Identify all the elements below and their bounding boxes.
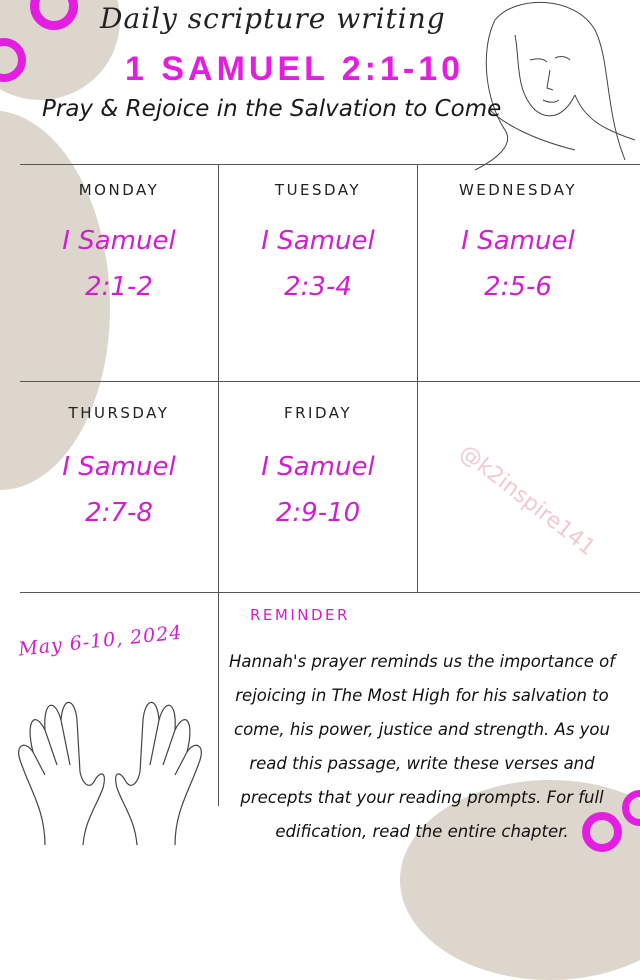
reading-book: I Samuel <box>62 452 176 482</box>
reading-wednesday <box>418 218 618 310</box>
reading-book: I Samuel <box>261 452 375 482</box>
woman-line-art-icon <box>455 0 640 175</box>
reading-thursday <box>20 444 218 536</box>
day-label-monday: MONDAY <box>78 181 160 199</box>
reminder-label: REMINDER <box>250 606 350 624</box>
date-text: May 6-10, 2024 <box>17 621 184 661</box>
reading-verses: 2:3-4 <box>284 272 352 302</box>
reading-tuesday <box>219 218 417 310</box>
day-label-wednesday: WEDNESDAY <box>458 181 578 199</box>
open-hands-icon <box>15 680 205 855</box>
reading-book: I Samuel <box>461 226 575 256</box>
reading-verses: 2:1-2 <box>85 272 153 302</box>
reading-friday <box>219 444 417 536</box>
script-title: Daily scripture writing <box>100 2 446 35</box>
grid-line-middle <box>20 381 640 382</box>
reading-book: I Samuel <box>62 226 176 256</box>
day-label-friday: FRIDAY <box>283 404 353 422</box>
reading-verses: 2:5-6 <box>484 272 552 302</box>
day-label-tuesday: TUESDAY <box>274 181 362 199</box>
reading-book: I Samuel <box>261 226 375 256</box>
main-title: 1 SAMUEL 2:1-10 <box>125 50 465 88</box>
reading-verses: 2:7-8 <box>85 498 153 528</box>
grid-line-top <box>20 164 640 165</box>
reading-verses: 2:9-10 <box>275 498 361 528</box>
reading-monday <box>20 218 218 310</box>
reminder-text: Hannah's prayer reminds us the importance of rejoicing in The Most High for his salvation to come, his power, justice and strength. As you read this passage, write these verses and precepts that your reading prompts. For full edification, read the entire chapter. <box>228 652 616 841</box>
watermark: @k2inspire141 <box>454 440 600 561</box>
grid-line-bottom <box>20 592 640 593</box>
day-label-thursday: THURSDAY <box>68 404 170 422</box>
subtitle: Pray & Rejoice in the Salvation to Come <box>42 96 502 122</box>
